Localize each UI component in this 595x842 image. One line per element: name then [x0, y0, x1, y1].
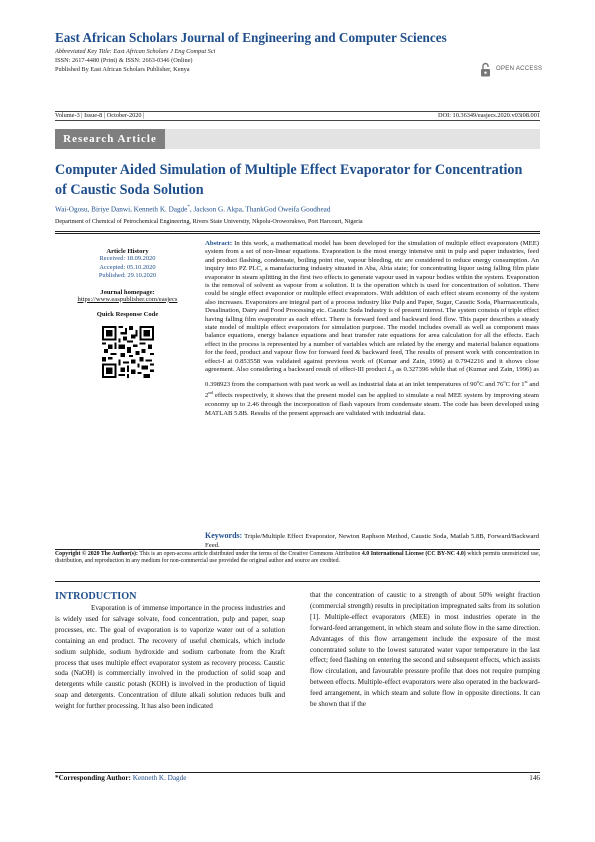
footer-rule — [55, 772, 540, 773]
journal-homepage-link[interactable]: https://www.easpublisher.com/easjecs — [77, 295, 178, 303]
rule — [55, 581, 540, 582]
journal-title: East African Scholars Journal of Engineering and Computer Sciences — [55, 30, 447, 45]
corresponding-author-name: Kenneth K. Dagde — [130, 774, 187, 782]
article-sidebar — [55, 236, 200, 378]
volume-info: Volume-3 | Issue-8 | October-2020 | — [55, 112, 145, 119]
qr-heading: Quick Response Code — [96, 310, 159, 318]
accepted-date: Accepted: 05.10.2020 — [99, 263, 156, 271]
doi-link[interactable]: DOI: 10.36349/easjecs.2020.v03i08.001 — [438, 112, 540, 119]
corresponding-author-label: *Corresponding Author: — [55, 774, 131, 782]
author-list — [55, 205, 330, 213]
keywords-text: Triple/Multiple Effect Evaporator, Newton Raphson Method, Caustic Soda, Matlab 5.8B, Forward/Backward Feed. — [205, 533, 539, 549]
degree-mark: o — [503, 378, 506, 384]
qr-code-icon — [102, 326, 154, 378]
journal-publisher: Published By East African Scholars Publisher, Kenya — [55, 66, 190, 73]
received-date: Received: 18.09.2020 — [99, 255, 156, 262]
article-type-tag: Research Article — [55, 129, 165, 149]
abstract-text: effects respectively, it shows that the present model can be applied to simulate a real MEE system by improving steam economy up to 2.46 through the incorporation of flash vapours from condensate steam. The code has been developed using MATLAB 5.8B. Results of the present approach are validated with industrial data. — [205, 392, 539, 417]
journal-abbrev: Abbreviated Key Title: East African Scholars J Eng Comput Sci — [55, 48, 216, 55]
header-rule-bottom — [55, 120, 540, 121]
body-column-right — [310, 590, 540, 710]
article-title: Computer Aided Simulation of Multiple Effect Evaporator for Concentration of Caustic Soda Solution — [55, 162, 523, 198]
corresponding-mark: * — [187, 205, 190, 210]
license-name: 4.0 International License (CC BY-NC 4.0) — [361, 551, 466, 557]
copyright-text: This is an open-access article distributed under the terms of the Creative Commons Attribution — [137, 551, 362, 557]
ordinal-suffix: st — [524, 378, 528, 384]
copyright-lead: Copyright © 2020 The Author(s): — [55, 551, 138, 557]
published-date: Published: 29.10.2020 — [98, 272, 157, 280]
rule — [55, 233, 540, 234]
paragraph-text: Evaporation is of immense importance in the process industries and is widely used for salvage solvate, food concentration, pulp and paper, soap processes, etc. The goal of evaporation is to vaporize water out of a solution containing an end product. The recovery of useful chemicals, which include sodium sulphide, sodium hydroxide and sodium carbonate from the Kraft process that uses multiple effect evaporator system as recovery process. Caustic soda (NaOH) is commercially involved in the production of solid soap and detergents while caustic potash (KOH) is involved in the production of liquid soap and detergents. Concentration of dilute alkali solution reduces bulk and weight for further processing. It has also been indicated — [55, 604, 285, 711]
section-heading-introduction: INTRODUCTION — [55, 591, 137, 602]
abstract-label: Abstract: — [205, 240, 233, 247]
abstract — [205, 240, 539, 418]
abstract-text: as 0.327396 while that of (Kumar and Zain, 1996) as 0.398923 from the comparison with past work as well as industrial data at an inlet temperatures of 90 — [205, 366, 539, 389]
open-access-badge — [480, 62, 550, 78]
math-subscript: 3 — [391, 370, 395, 376]
page-footer — [55, 774, 540, 782]
keywords-label: Keywords: — [205, 531, 243, 540]
keywords — [205, 532, 539, 550]
authors-rest: , Jackson G. Akpa, ThankGod Oweifa Goodhead — [189, 205, 331, 214]
abstract-text: C and 76 — [479, 381, 504, 389]
journal-issn: ISSN: 2617-4480 (Print) & ISSN: 2663-0346 (Online) — [55, 57, 193, 64]
math-variable: L — [388, 366, 392, 374]
ordinal-suffix: nd — [208, 390, 213, 396]
open-lock-icon — [480, 62, 491, 77]
copyright-text: which permits unrestricted use, distribution, and reproduction in any medium for non-commercial use provided the original author and source are credited. — [55, 551, 540, 565]
open-access-label: OPEN ACCESS — [496, 66, 543, 72]
article-history-heading: Article History — [106, 248, 149, 255]
paragraph — [55, 603, 285, 712]
authors-first: Wai-Ogosu, Biriye Danwi, Kenneth K. Dagde — [55, 205, 188, 214]
abstract-text: C for 1 — [505, 381, 525, 389]
rule — [55, 231, 540, 232]
affiliation: Department of Chemical of Petrochemical Engineering, Rivers State University, Nkpolu-Oroworukwo, Port Harcourt, Nigeria — [55, 219, 363, 225]
journal-homepage-heading: Journal homepage: — [100, 288, 155, 296]
body-column-left — [55, 590, 285, 712]
copyright-notice — [55, 551, 540, 566]
article-type-band — [55, 129, 540, 149]
paragraph: that the concentration of caustic to a strength of about 50% weight fraction (commercial strength) results in precipitation impregnated salts from its solution [1]. Multiple-effect evaporators (MEE) in most industries operate in the forward-feed arrangement, in which steam and solute flow in the same direction. Advantages of this flow arrangement include the exposure of the most concentrated solute to the lowest saturated water vapor temperature in the last effect; feed flashing on entering the second and subsequent effects, which assists flow circulation, and favourable pressure profile that does not require pumping between effects. Multiple-effect evaporators were also operated in the backward-feed arrangement, in which steam and solute flow in opposite directions. It can be shown that if the — [310, 591, 540, 709]
rule — [55, 549, 540, 550]
degree-mark: o — [476, 378, 480, 384]
abstract-text: In this work, a mathematical model has been developed for the simulation of multiple effect evaporators (MEE) system from a set of non-linear equations. Evaporation is the most energy intensive unit in pulp and paper industries, feed and product flashing, condensate, boiling point rise, vapour bleeding, etc are considered to reduce energy consumption. An inquiry into PZ PLC, a manufacturing industry situated in Aba, Abia state; for concentrating liquor using falling film plate evaporator in steam splitting in the first two effects to generate vapour used in vapour bodies within the system. Evaporation is the removal of solvent as vapour from a solution. It is the operation which is used for concentration of solution. There could be single effect evaporator or multiple effect evaporators. With addition of each effect steam economy of the system also increases. Evaporators are integral part of a process industry like Pulp and Paper, Sugar, Caustic Soda, Pharmaceuticals, Desalination, Dairy and Food Processing etc. Caustic Soda Industry is of present interest. The system consists of triple effect having falling film evaporator as each effect. There is forward feed and backward feed flow. This paper describes a steady state model of multiple effect evaporators for simulation purpose. The model includes overall as well as component mass balance equations, energy balance equations and heat transfer rate equations for area calculation for all the effects. Each effect in the process is represented by a number of variables which are related by the energy and material balance equations for the feed, product and vapour flow for forward feed & backward feed, The results of present work with concentration in effect-I at 0.853558 was validated against previous work of (Kumar and Zain, 1996) at 0.7942216 and it shows close agreement. Also considering a backward result of effect-III product — [205, 240, 539, 374]
abstract-text: and 2 — [205, 381, 539, 400]
page-number: 146 — [529, 774, 540, 782]
